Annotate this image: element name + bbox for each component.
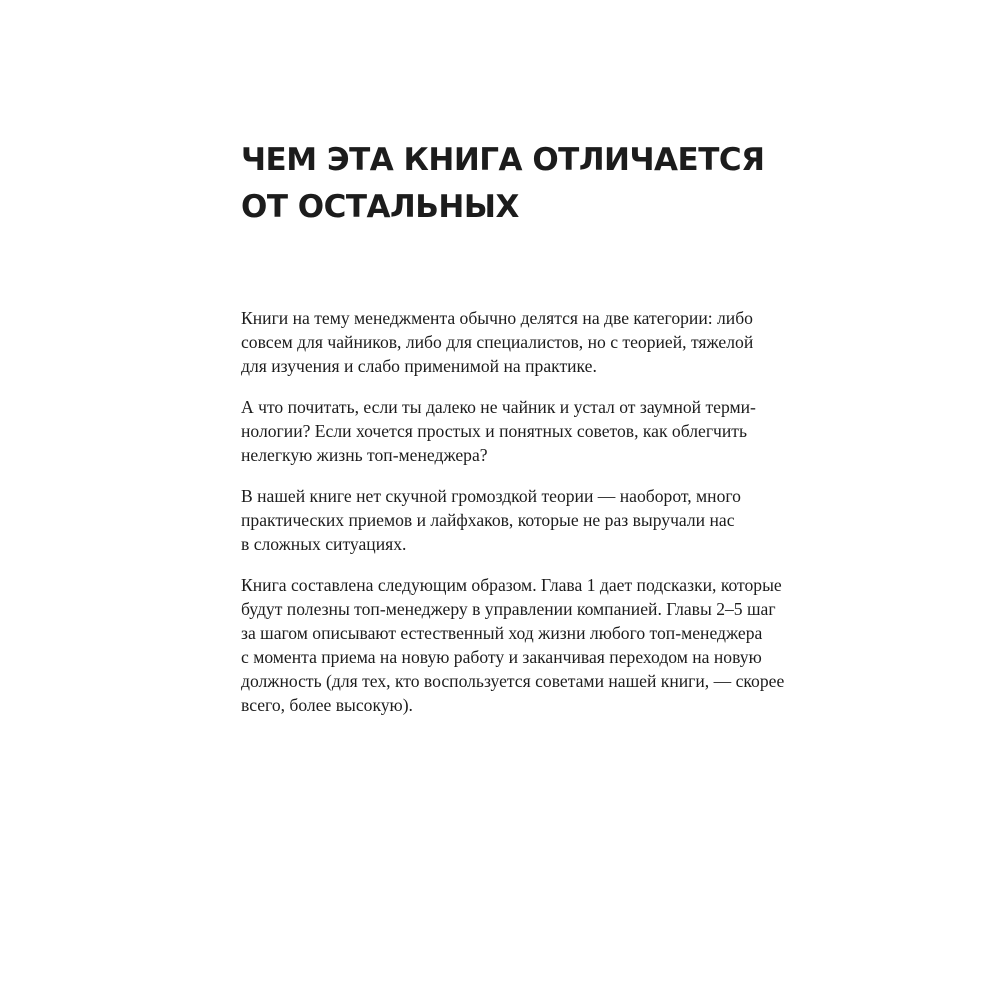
text-line: А что почитать, если ты далеко не чайник и устал от заумной терми- bbox=[241, 397, 756, 417]
text-line: за шагом описывают естественный ход жизни любого топ-менеджера bbox=[241, 623, 763, 643]
text-line: с момента приема на новую работу и заканчивая переходом на новую bbox=[241, 647, 762, 667]
text-line: должность (для тех, кто воспользуется советами нашей книги, — скорее bbox=[241, 671, 785, 691]
text-line: совсем для чайников, либо для специалистов, но с теорией, тяжелой bbox=[241, 332, 754, 352]
text-line: всего, более высокую). bbox=[241, 695, 413, 715]
text-line: нелегкую жизнь топ-менеджера? bbox=[241, 445, 488, 465]
text-line: Книги на тему менеджмента обычно делятся на две категории: либо bbox=[241, 308, 753, 328]
paragraph-4 bbox=[241, 573, 785, 717]
chapter-title bbox=[241, 137, 801, 231]
chapter-title-line-1: ЧЕМ ЭТА КНИГА ОТЛИЧАЕТСЯ bbox=[241, 142, 765, 178]
text-line: для изучения и слабо применимой на практике. bbox=[241, 356, 597, 376]
text-line: нологии? Если хочется простых и понятных советов, как облегчить bbox=[241, 421, 748, 441]
text-line: в сложных ситуациях. bbox=[241, 534, 407, 554]
text-line: будут полезны топ-менеджеру в управлении компанией. Главы 2–5 шаг bbox=[241, 599, 776, 619]
paragraph-2 bbox=[241, 395, 766, 467]
paragraph-1 bbox=[241, 306, 766, 378]
body-text bbox=[241, 306, 785, 734]
text-line: Книга составлена следующим образом. Глава 1 дает подсказки, которые bbox=[241, 575, 782, 595]
paragraph-3 bbox=[241, 484, 766, 556]
text-line: практических приемов и лайфхаков, которые не раз выручали нас bbox=[241, 510, 735, 530]
chapter-title-line-2: ОТ ОСТАЛЬНЫХ bbox=[241, 189, 519, 225]
text-line: В нашей книге нет скучной громоздкой теории — наоборот, много bbox=[241, 486, 741, 506]
